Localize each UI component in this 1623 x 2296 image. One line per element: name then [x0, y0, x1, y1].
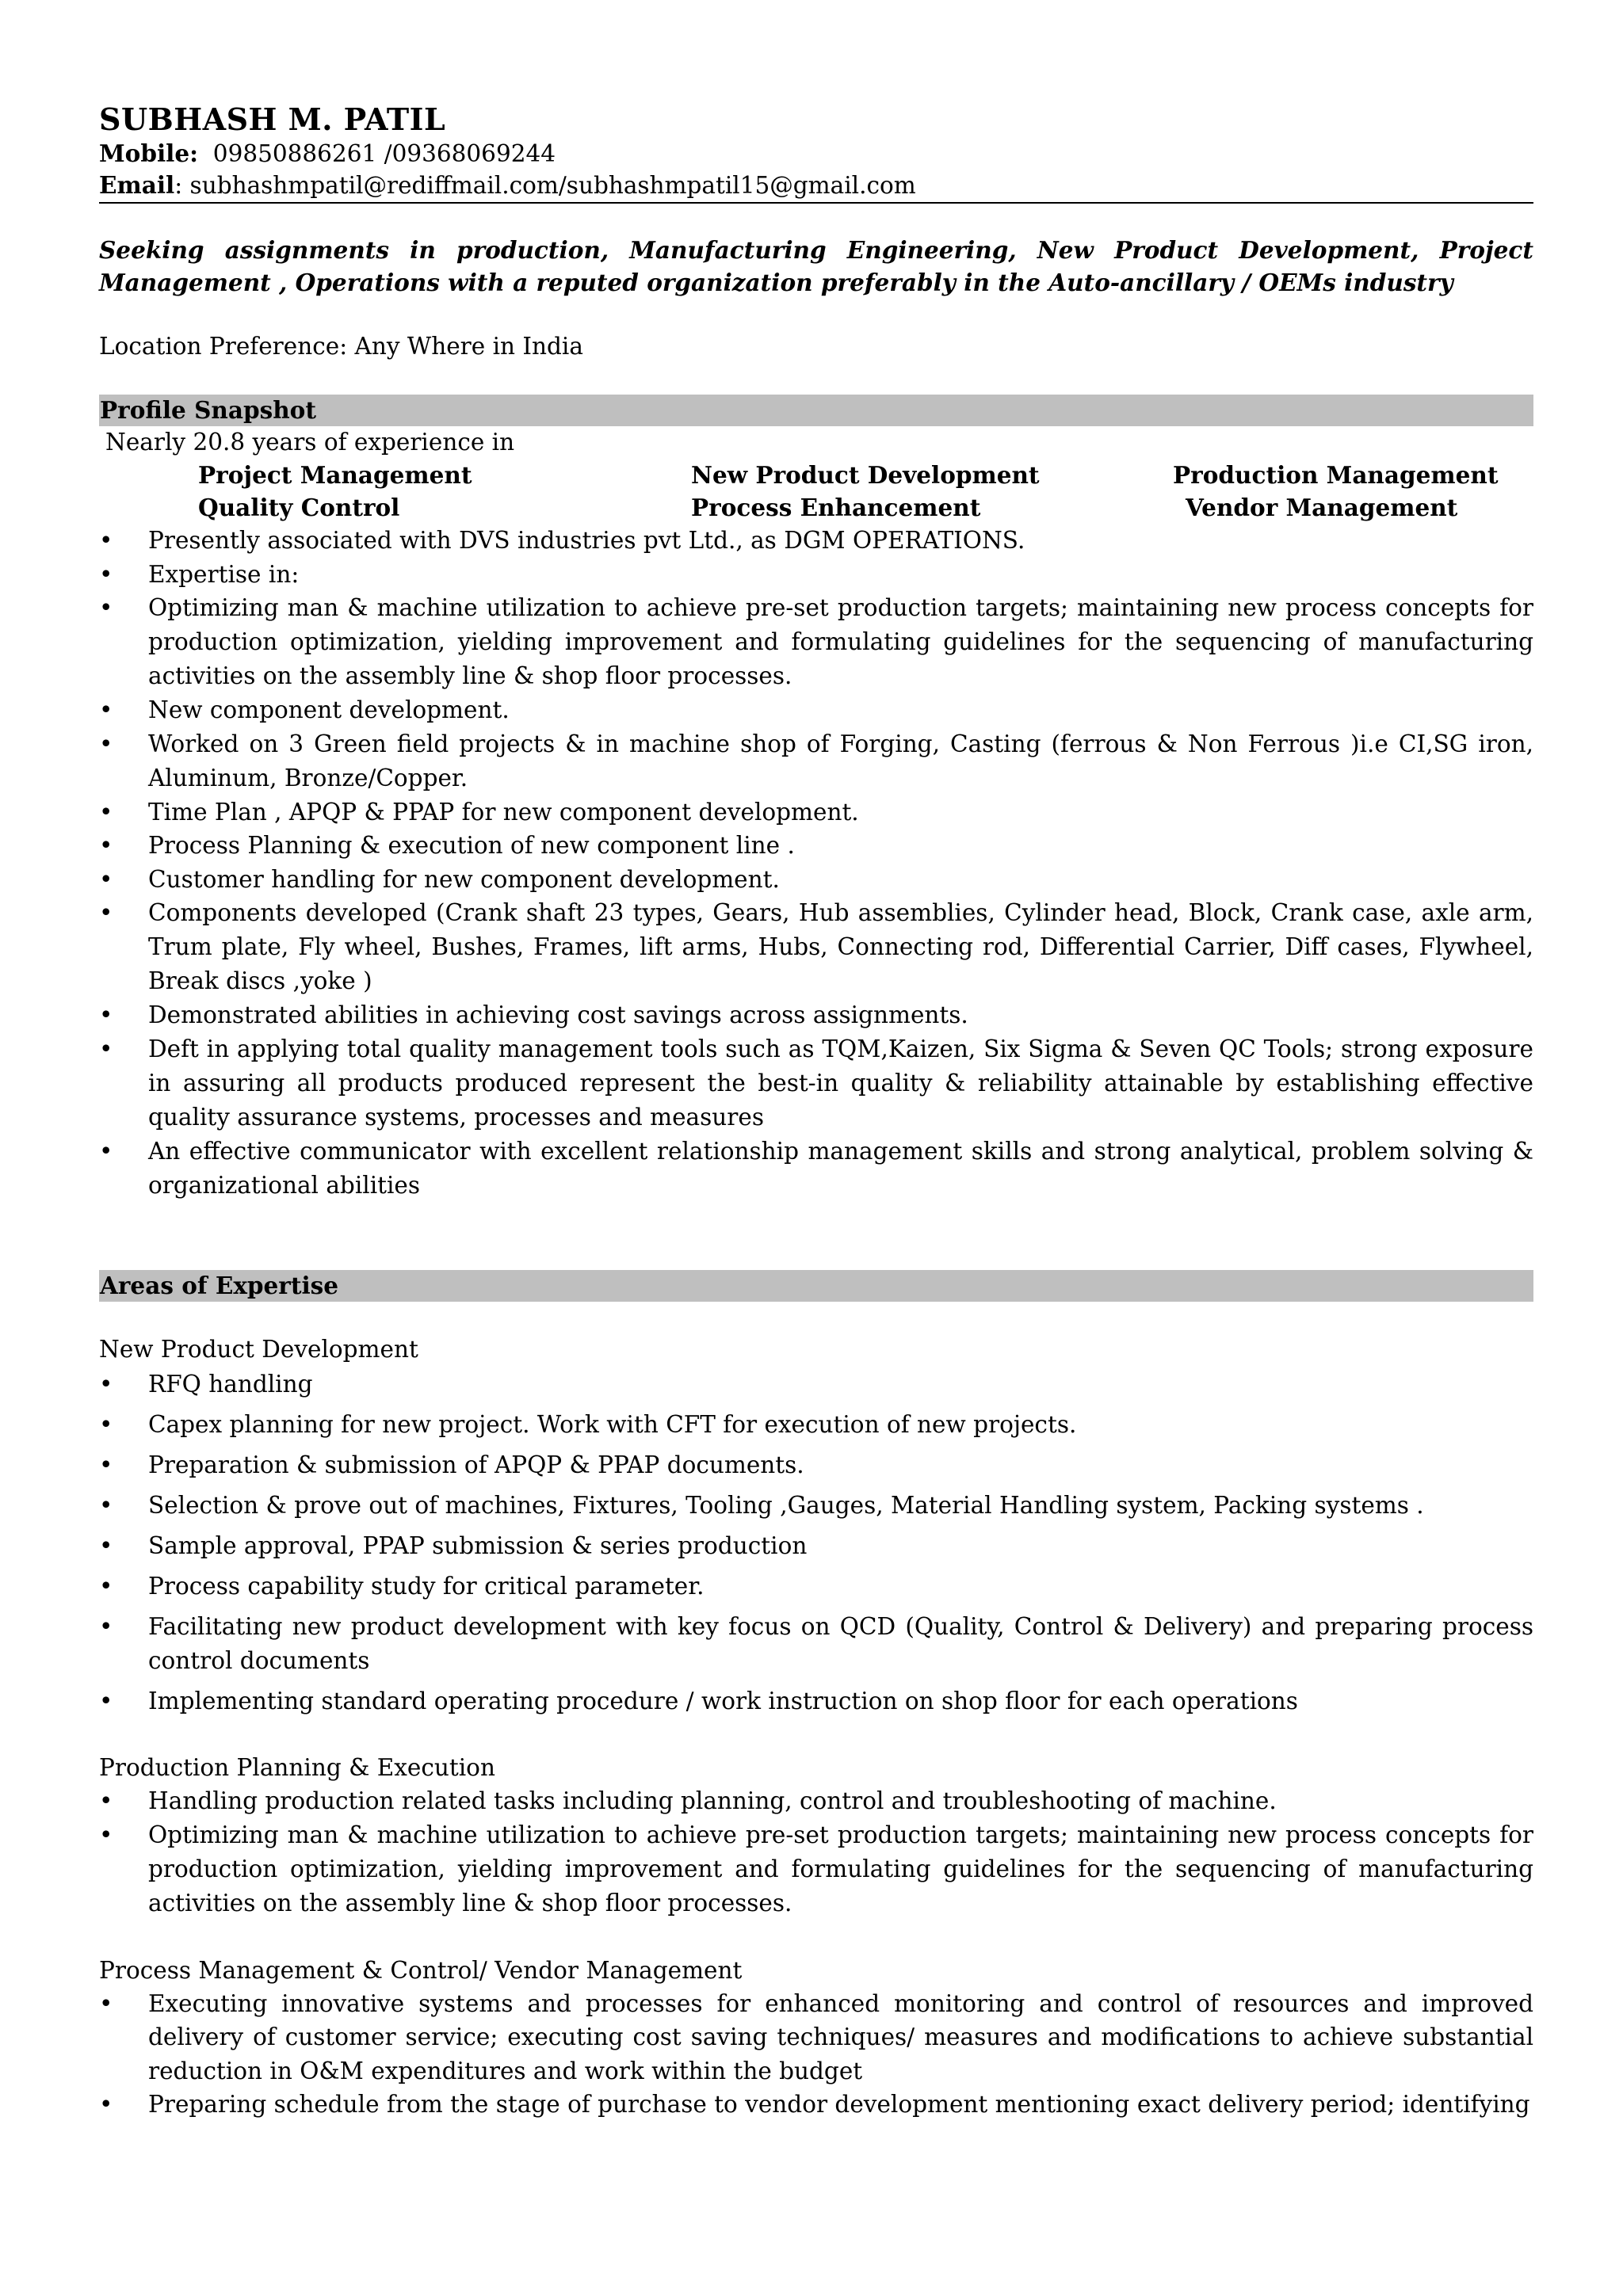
list-item: • Time Plan , APQP & PPAP for new component development. [99, 795, 1533, 830]
list-item: • Facilitating new product development with key focus on QCD (Quality, Control & Delivery) and preparing process control documents [99, 1610, 1533, 1678]
list-item: • An effective communicator with excellent relationship management skills and strong analytical, problem solving & organizational abilities [99, 1135, 1533, 1203]
list-item: • Process capability study for critical parameter. [99, 1569, 1533, 1604]
list-item: • Selection & prove out of machines, Fixtures, Tooling ,Gauges, Material Handling system, Packing systems . [99, 1489, 1533, 1523]
mobile-label: Mobile: [99, 139, 199, 167]
subheading-production-planning: Production Planning & Execution [99, 1753, 495, 1781]
experience-intro: Nearly 20.8 years of experience in [105, 429, 515, 456]
list-item: • Optimizing man & machine utilization to achieve pre-set production targets; maintaining new process concepts for production optimization, yielding improvement and formulating guidelines for the sequencing of manufacturing activities on the assembly line & shop floor processes. [99, 1818, 1533, 1920]
list-item: • Worked on 3 Green field projects & in machine shop of Forging, Casting (ferrous & Non Ferrous )i.e CI,SG iron, Aluminum, Bronze/Copper. [99, 727, 1533, 795]
list-item: • Presently associated with DVS industries pvt Ltd., as DGM OPERATIONS. [99, 524, 1533, 558]
skill-quality-control: Quality Control [198, 494, 400, 521]
list-item: • Demonstrated abilities in achieving cost savings across assignments. [99, 998, 1533, 1032]
email-value: : subhashmpatil@rediffmail.com/subhashmpatil15@gmail.com [174, 172, 916, 199]
career-objective: Seeking assignments in production, Manufacturing Engineering, New Product Development, Project Management , Operations with a reputed organization preferably in the Auto-ancillary / OEMs industry [99, 236, 1533, 296]
resume-page [99, 101, 1533, 2122]
list-item: • Expertise in: [99, 558, 1533, 592]
list-item: • RFQ handling [99, 1367, 1533, 1402]
production-planning-bullet-list [99, 1784, 1533, 1920]
list-item: • Components developed (Crank shaft 23 types, Gears, Hub assemblies, Cylinder head, Block, Crank case, axle arm, Trum plate, Fly wheel, Bushes, Frames, lift arms, Hubs, Connecting rod, Differential Carrier, Diff cases, Flywheel, Break discs ,yoke ) [99, 896, 1533, 998]
list-item: • Sample approval, PPAP submission & series production [99, 1529, 1533, 1563]
list-item: • Process Planning & execution of new component line . [99, 829, 1533, 863]
email-line [99, 170, 1533, 204]
skill-project-management: Project Management [198, 461, 472, 489]
profile-bullet-list [99, 524, 1533, 1203]
section-header-profile-snapshot: Profile Snapshot [99, 395, 1533, 426]
skill-new-product-development: New Product Development [691, 461, 1040, 489]
key-skills-grid [99, 459, 1533, 524]
skill-production-management: Production Management [1173, 461, 1499, 489]
list-item: • Deft in applying total quality management tools such as TQM,Kaizen, Six Sigma & Seven QC Tools; strong exposure in assuring all products produced represent the best-in quality & reliability attainable by establishing effective quality assurance systems, processes and measures [99, 1032, 1533, 1135]
subheading-new-product-development: New Product Development [99, 1335, 418, 1363]
location-preference: Location Preference: Any Where in India [99, 333, 583, 360]
candidate-name: SUBHASH M. PATIL [99, 101, 446, 137]
list-item: • Optimizing man & machine utilization to achieve pre-set production targets; maintaining new process concepts for production optimization, yielding improvement and formulating guidelines for the sequencing of manufacturing activities on the assembly line & shop floor processes. [99, 591, 1533, 693]
process-management-bullet-list [99, 1987, 1533, 2122]
list-item: • Executing innovative systems and processes for enhanced monitoring and control of resources and improved delivery of customer service; executing cost saving techniques/ measures and modifications to achieve substantial reduction in O&M expenditures and work within the budget [99, 1987, 1533, 2088]
email-label: Email [99, 171, 175, 199]
subheading-process-management: Process Management & Control/ Vendor Management [99, 1956, 743, 1984]
skill-vendor-management: Vendor Management [1186, 494, 1458, 521]
list-item: • Customer handling for new component development. [99, 863, 1533, 897]
npd-bullet-list [99, 1367, 1533, 1718]
list-item: • New component development. [99, 693, 1533, 727]
list-item: • Preparation & submission of APQP & PPAP documents. [99, 1448, 1533, 1482]
mobile-line [99, 138, 1533, 170]
list-item: • Capex planning for new project. Work with CFT for execution of new projects. [99, 1408, 1533, 1442]
list-item: • Implementing standard operating procedure / work instruction on shop floor for each operations [99, 1684, 1533, 1718]
list-item: • Handling production related tasks including planning, control and troubleshooting of machine. [99, 1784, 1533, 1818]
section-header-areas-of-expertise: Areas of Expertise [99, 1270, 1533, 1302]
list-item: • Preparing schedule from the stage of purchase to vendor development mentioning exact delivery period; identifying [99, 2088, 1533, 2122]
skill-process-enhancement: Process Enhancement [691, 494, 981, 521]
mobile-value: 09850886261 /09368069244 [212, 140, 556, 167]
